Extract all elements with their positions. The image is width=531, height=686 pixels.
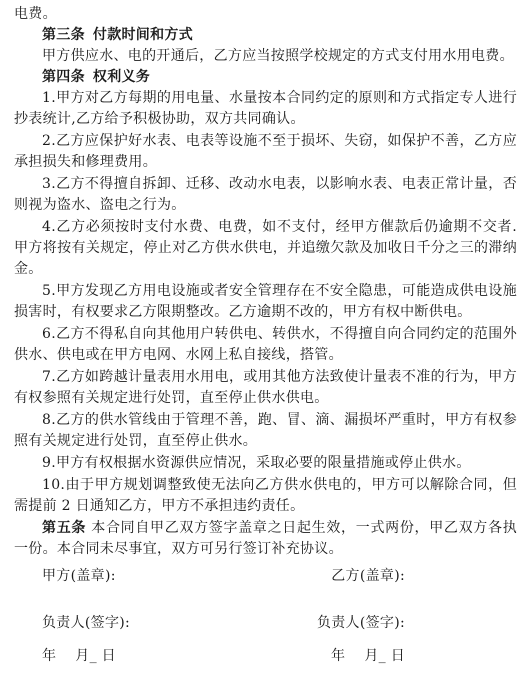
article3-number: 第三条 bbox=[42, 27, 85, 43]
article4-heading bbox=[14, 67, 517, 88]
party-b-seal: 乙方(盖章): bbox=[331, 568, 405, 584]
contract-page bbox=[14, 4, 517, 667]
article4-item-3: 3.乙方不得擅自拆卸、迁移、改动水电表，以影响水表、电表正常计量，否则视为盗水、盗电之行为。 bbox=[14, 176, 517, 213]
article3-text: 甲方供应水、电的开通后，乙方应当按照学校规定的方式支付用水用电费。 bbox=[42, 48, 514, 64]
article4-item-9: 9.甲方有权根据水资源供应情况，采取必要的限量措施或停止供水。 bbox=[42, 455, 471, 471]
party-b-date: 年 月_ 日 bbox=[331, 648, 405, 664]
top-line: 电费。 bbox=[14, 6, 57, 22]
article4-item-10: 10.由于甲方规划调整致使无法向乙方供水供电的，甲方可以解除合同，但需提前 2 日通知乙方，甲方不承担违约责任。 bbox=[14, 477, 517, 514]
party-a-representative: 负责人(签字): bbox=[42, 615, 131, 631]
article4-item-5: 5.甲方发现乙方用电设施或者安全管理存在不安全隐患，可能造成供电设施损害时，有权要求乙方限期整改。乙方逾期不改的，甲方有权中断供电。 bbox=[14, 283, 517, 320]
party-a-seal: 甲方(盖章): bbox=[42, 568, 116, 584]
article5-text: 本合同自甲乙双方签字盖章之日起生效，一式两份，甲乙双方各执一份。本合同未尽事宜，双方可另行签订补充协议。 bbox=[14, 520, 517, 557]
signature-date-row bbox=[14, 646, 517, 667]
article5-number: 第五条 bbox=[42, 520, 87, 536]
article4-item-8: 8.乙方的供水管线由于管理不善，跑、冒、滴、漏损坏严重时，甲方有权参照有关规定进行处罚，直至停止供水。 bbox=[14, 412, 517, 449]
article4-item-7: 7.乙方如跨越计量表用水用电，或用其他方法致使计量表不准的行为，甲方有权参照有关规定进行处罚，直至停止供水供电。 bbox=[14, 369, 517, 406]
party-b-representative: 负责人(签字): bbox=[316, 615, 405, 631]
article4-item-2: 2.乙方应保护好水表、电表等设施不至于损坏、失窃，如保护不善，乙方应承担损失和修理费用。 bbox=[14, 133, 517, 170]
article4-item-4: 4.乙方必须按时支付水费、电费，如不支付，经甲方催款后仍逾期不交者.甲方将按有关规定，停止对乙方供水供电，并追缴欠款及加收日千分之三的滞纳金。 bbox=[14, 219, 517, 277]
party-a-date: 年 月_ 日 bbox=[42, 648, 116, 664]
article3-title: 付款时间和方式 bbox=[92, 27, 194, 43]
article3-heading bbox=[14, 25, 517, 46]
signature-party-row bbox=[14, 566, 517, 587]
article5-paragraph bbox=[14, 518, 517, 560]
article4-item-1: 1.甲方对乙方每期的用电量、水量按本合同约定的原则和方式指定专人进行抄表统计,乙方给予积极协助，双方共同确认。 bbox=[14, 90, 517, 127]
signature-rep-row bbox=[14, 613, 517, 634]
article4-item-6: 6.乙方不得私自向其他用户转供电、转供水，不得擅自向合同约定的范围外供水、供电或在甲方电网、水网上私自接线，搭管。 bbox=[14, 326, 517, 363]
article4-number: 第四条 bbox=[42, 69, 85, 85]
article4-title: 权利义务 bbox=[92, 69, 151, 85]
